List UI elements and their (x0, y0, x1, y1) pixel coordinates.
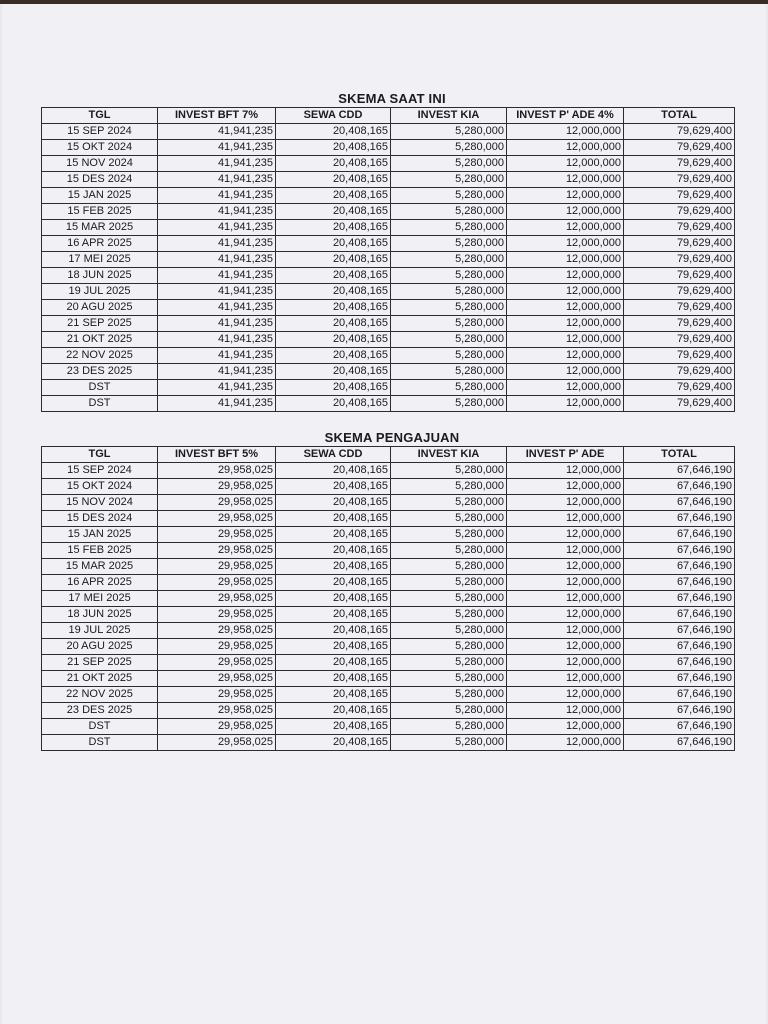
cell-sewa-cdd: 20,408,165 (276, 687, 391, 703)
cell-tgl: 21 SEP 2025 (42, 655, 158, 671)
table-row (42, 671, 735, 687)
column-header-invest-kia: INVEST KIA (391, 108, 507, 124)
cell-total: 67,646,190 (624, 735, 735, 751)
cell-tgl: 19 JUL 2025 (42, 623, 158, 639)
table-row (42, 348, 735, 364)
cell-invest-kia: 5,280,000 (391, 396, 507, 412)
schedule-table (41, 446, 735, 751)
cell-invest-p-ade: 12,000,000 (507, 655, 624, 671)
cell-invest-kia: 5,280,000 (391, 284, 507, 300)
cell-invest-p-ade: 12,000,000 (507, 687, 624, 703)
table-body (42, 463, 735, 751)
cell-invest-bft: 29,958,025 (158, 703, 276, 719)
cell-invest-kia: 5,280,000 (391, 140, 507, 156)
table-header (42, 108, 735, 124)
cell-invest-bft: 29,958,025 (158, 735, 276, 751)
cell-invest-kia: 5,280,000 (391, 511, 507, 527)
cell-tgl: DST (42, 396, 158, 412)
cell-invest-bft: 41,941,235 (158, 332, 276, 348)
cell-total: 67,646,190 (624, 703, 735, 719)
cell-tgl: 18 JUN 2025 (42, 607, 158, 623)
column-header-invest-bft: INVEST BFT 5% (158, 447, 276, 463)
cell-sewa-cdd: 20,408,165 (276, 204, 391, 220)
table-row (42, 479, 735, 495)
cell-invest-kia: 5,280,000 (391, 559, 507, 575)
cell-invest-p-ade: 12,000,000 (507, 124, 624, 140)
cell-total: 79,629,400 (624, 332, 735, 348)
cell-invest-p-ade: 12,000,000 (507, 639, 624, 655)
cell-invest-bft: 41,941,235 (158, 204, 276, 220)
cell-invest-kia: 5,280,000 (391, 364, 507, 380)
column-header-tgl: TGL (42, 108, 158, 124)
table-row (42, 655, 735, 671)
table-row (42, 284, 735, 300)
cell-tgl: 15 NOV 2024 (42, 156, 158, 172)
cell-invest-p-ade: 12,000,000 (507, 719, 624, 735)
cell-total: 67,646,190 (624, 639, 735, 655)
cell-invest-kia: 5,280,000 (391, 719, 507, 735)
cell-invest-bft: 41,941,235 (158, 348, 276, 364)
cell-tgl: 17 MEI 2025 (42, 252, 158, 268)
cell-invest-kia: 5,280,000 (391, 591, 507, 607)
cell-invest-bft: 41,941,235 (158, 316, 276, 332)
cell-tgl: 18 JUN 2025 (42, 268, 158, 284)
cell-total: 67,646,190 (624, 623, 735, 639)
cell-invest-bft: 41,941,235 (158, 156, 276, 172)
cell-invest-kia: 5,280,000 (391, 316, 507, 332)
table-row (42, 188, 735, 204)
column-header-invest-p-ade: INVEST P' ADE (507, 447, 624, 463)
cell-tgl: 22 NOV 2025 (42, 687, 158, 703)
cell-total: 67,646,190 (624, 591, 735, 607)
cell-invest-p-ade: 12,000,000 (507, 252, 624, 268)
cell-tgl: 23 DES 2025 (42, 703, 158, 719)
cell-sewa-cdd: 20,408,165 (276, 220, 391, 236)
cell-tgl: 15 FEB 2025 (42, 543, 158, 559)
cell-total: 67,646,190 (624, 495, 735, 511)
table-row (42, 687, 735, 703)
cell-invest-p-ade: 12,000,000 (507, 396, 624, 412)
section-skema-saat-ini (41, 90, 737, 412)
cell-invest-kia: 5,280,000 (391, 124, 507, 140)
cell-tgl: 16 APR 2025 (42, 236, 158, 252)
cell-invest-bft: 29,958,025 (158, 495, 276, 511)
cell-invest-p-ade: 12,000,000 (507, 623, 624, 639)
cell-total: 79,629,400 (624, 396, 735, 412)
cell-invest-p-ade: 12,000,000 (507, 268, 624, 284)
cell-total: 79,629,400 (624, 220, 735, 236)
cell-total: 67,646,190 (624, 607, 735, 623)
cell-tgl: 20 AGU 2025 (42, 639, 158, 655)
cell-invest-kia: 5,280,000 (391, 172, 507, 188)
cell-total: 79,629,400 (624, 300, 735, 316)
cell-invest-p-ade: 12,000,000 (507, 591, 624, 607)
cell-tgl: 16 APR 2025 (42, 575, 158, 591)
cell-sewa-cdd: 20,408,165 (276, 703, 391, 719)
cell-total: 79,629,400 (624, 364, 735, 380)
cell-tgl: 17 MEI 2025 (42, 591, 158, 607)
table-row (42, 140, 735, 156)
cell-invest-kia: 5,280,000 (391, 495, 507, 511)
cell-invest-kia: 5,280,000 (391, 236, 507, 252)
cell-invest-bft: 41,941,235 (158, 300, 276, 316)
cell-sewa-cdd: 20,408,165 (276, 396, 391, 412)
cell-total: 79,629,400 (624, 252, 735, 268)
cell-sewa-cdd: 20,408,165 (276, 479, 391, 495)
cell-invest-bft: 41,941,235 (158, 284, 276, 300)
column-header-sewa-cdd: SEWA CDD (276, 108, 391, 124)
cell-invest-bft: 29,958,025 (158, 511, 276, 527)
cell-invest-bft: 41,941,235 (158, 140, 276, 156)
cell-invest-p-ade: 12,000,000 (507, 735, 624, 751)
cell-invest-p-ade: 12,000,000 (507, 220, 624, 236)
cell-invest-bft: 41,941,235 (158, 236, 276, 252)
cell-invest-bft: 29,958,025 (158, 655, 276, 671)
cell-sewa-cdd: 20,408,165 (276, 655, 391, 671)
cell-invest-kia: 5,280,000 (391, 671, 507, 687)
cell-sewa-cdd: 20,408,165 (276, 671, 391, 687)
cell-sewa-cdd: 20,408,165 (276, 719, 391, 735)
cell-invest-p-ade: 12,000,000 (507, 479, 624, 495)
cell-invest-p-ade: 12,000,000 (507, 380, 624, 396)
cell-total: 79,629,400 (624, 316, 735, 332)
cell-sewa-cdd: 20,408,165 (276, 332, 391, 348)
cell-invest-p-ade: 12,000,000 (507, 671, 624, 687)
cell-invest-p-ade: 12,000,000 (507, 172, 624, 188)
cell-invest-p-ade: 12,000,000 (507, 495, 624, 511)
cell-invest-bft: 29,958,025 (158, 527, 276, 543)
cell-invest-bft: 29,958,025 (158, 591, 276, 607)
table-body (42, 124, 735, 412)
cell-invest-bft: 29,958,025 (158, 639, 276, 655)
table-row (42, 735, 735, 751)
cell-invest-bft: 29,958,025 (158, 543, 276, 559)
section-skema-pengajuan (41, 429, 737, 751)
cell-invest-bft: 41,941,235 (158, 268, 276, 284)
section-title: SKEMA PENGAJUAN (324, 430, 460, 445)
cell-tgl: 15 NOV 2024 (42, 495, 158, 511)
cell-invest-kia: 5,280,000 (391, 735, 507, 751)
cell-total: 79,629,400 (624, 236, 735, 252)
cell-sewa-cdd: 20,408,165 (276, 140, 391, 156)
cell-tgl: 15 SEP 2024 (42, 124, 158, 140)
cell-invest-p-ade: 12,000,000 (507, 236, 624, 252)
cell-invest-kia: 5,280,000 (391, 348, 507, 364)
cell-invest-kia: 5,280,000 (391, 687, 507, 703)
cell-sewa-cdd: 20,408,165 (276, 639, 391, 655)
cell-total: 79,629,400 (624, 268, 735, 284)
cell-tgl: DST (42, 719, 158, 735)
cell-invest-kia: 5,280,000 (391, 220, 507, 236)
cell-invest-bft: 41,941,235 (158, 380, 276, 396)
cell-total: 79,629,400 (624, 380, 735, 396)
cell-invest-kia: 5,280,000 (391, 543, 507, 559)
cell-tgl: 15 FEB 2025 (42, 204, 158, 220)
cell-invest-kia: 5,280,000 (391, 204, 507, 220)
cell-invest-bft: 29,958,025 (158, 671, 276, 687)
cell-tgl: 21 OKT 2025 (42, 332, 158, 348)
cell-sewa-cdd: 20,408,165 (276, 300, 391, 316)
cell-invest-kia: 5,280,000 (391, 479, 507, 495)
table-row (42, 607, 735, 623)
cell-sewa-cdd: 20,408,165 (276, 236, 391, 252)
cell-tgl: 15 DES 2024 (42, 172, 158, 188)
table-row (42, 364, 735, 380)
cell-total: 79,629,400 (624, 284, 735, 300)
cell-tgl: DST (42, 735, 158, 751)
cell-invest-p-ade: 12,000,000 (507, 463, 624, 479)
cell-tgl: 23 DES 2025 (42, 364, 158, 380)
table-row (42, 220, 735, 236)
cell-total: 79,629,400 (624, 348, 735, 364)
cell-total: 79,629,400 (624, 204, 735, 220)
cell-tgl: 21 SEP 2025 (42, 316, 158, 332)
column-header-sewa-cdd: SEWA CDD (276, 447, 391, 463)
cell-total: 67,646,190 (624, 479, 735, 495)
cell-invest-bft: 29,958,025 (158, 607, 276, 623)
table-row (42, 639, 735, 655)
cell-invest-kia: 5,280,000 (391, 575, 507, 591)
cell-invest-kia: 5,280,000 (391, 623, 507, 639)
cell-sewa-cdd: 20,408,165 (276, 559, 391, 575)
cell-invest-bft: 29,958,025 (158, 719, 276, 735)
cell-invest-bft: 29,958,025 (158, 687, 276, 703)
cell-tgl: 15 OKT 2024 (42, 140, 158, 156)
table-row (42, 703, 735, 719)
cell-tgl: 15 JAN 2025 (42, 527, 158, 543)
table-row (42, 559, 735, 575)
cell-invest-kia: 5,280,000 (391, 380, 507, 396)
cell-tgl: 19 JUL 2025 (42, 284, 158, 300)
cell-invest-bft: 41,941,235 (158, 124, 276, 140)
cell-invest-p-ade: 12,000,000 (507, 188, 624, 204)
table-row (42, 719, 735, 735)
cell-invest-kia: 5,280,000 (391, 527, 507, 543)
cell-sewa-cdd: 20,408,165 (276, 268, 391, 284)
cell-invest-p-ade: 12,000,000 (507, 156, 624, 172)
cell-invest-p-ade: 12,000,000 (507, 575, 624, 591)
cell-invest-kia: 5,280,000 (391, 300, 507, 316)
table-row (42, 623, 735, 639)
cell-total: 79,629,400 (624, 124, 735, 140)
header-row (42, 108, 735, 124)
cell-tgl: 15 MAR 2025 (42, 220, 158, 236)
cell-sewa-cdd: 20,408,165 (276, 156, 391, 172)
table-row (42, 204, 735, 220)
cell-total: 67,646,190 (624, 559, 735, 575)
cell-total: 79,629,400 (624, 156, 735, 172)
column-header-invest-p-ade: INVEST P' ADE 4% (507, 108, 624, 124)
cell-invest-kia: 5,280,000 (391, 655, 507, 671)
table-row (42, 124, 735, 140)
cell-total: 67,646,190 (624, 511, 735, 527)
table-row (42, 332, 735, 348)
table-row (42, 463, 735, 479)
cell-total: 67,646,190 (624, 575, 735, 591)
cell-invest-p-ade: 12,000,000 (507, 527, 624, 543)
cell-invest-bft: 41,941,235 (158, 188, 276, 204)
cell-invest-p-ade: 12,000,000 (507, 284, 624, 300)
cell-tgl: DST (42, 380, 158, 396)
table-row (42, 236, 735, 252)
cell-invest-kia: 5,280,000 (391, 156, 507, 172)
cell-invest-p-ade: 12,000,000 (507, 348, 624, 364)
cell-invest-bft: 29,958,025 (158, 559, 276, 575)
table-row (42, 527, 735, 543)
cell-invest-p-ade: 12,000,000 (507, 703, 624, 719)
cell-tgl: 15 JAN 2025 (42, 188, 158, 204)
table-row (42, 172, 735, 188)
cell-invest-bft: 29,958,025 (158, 623, 276, 639)
cell-invest-p-ade: 12,000,000 (507, 364, 624, 380)
table-row (42, 380, 735, 396)
cell-invest-p-ade: 12,000,000 (507, 204, 624, 220)
table-header (42, 447, 735, 463)
cell-invest-p-ade: 12,000,000 (507, 316, 624, 332)
cell-total: 67,646,190 (624, 527, 735, 543)
table-row (42, 543, 735, 559)
cell-sewa-cdd: 20,408,165 (276, 495, 391, 511)
table-row (42, 316, 735, 332)
cell-total: 79,629,400 (624, 140, 735, 156)
cell-total: 67,646,190 (624, 687, 735, 703)
cell-invest-p-ade: 12,000,000 (507, 543, 624, 559)
cell-sewa-cdd: 20,408,165 (276, 124, 391, 140)
cell-invest-p-ade: 12,000,000 (507, 300, 624, 316)
table-row (42, 300, 735, 316)
cell-invest-bft: 41,941,235 (158, 396, 276, 412)
cell-sewa-cdd: 20,408,165 (276, 252, 391, 268)
table-row (42, 511, 735, 527)
cell-tgl: 15 OKT 2024 (42, 479, 158, 495)
cell-sewa-cdd: 20,408,165 (276, 172, 391, 188)
cell-total: 67,646,190 (624, 719, 735, 735)
cell-sewa-cdd: 20,408,165 (276, 188, 391, 204)
cell-invest-p-ade: 12,000,000 (507, 607, 624, 623)
cell-total: 67,646,190 (624, 671, 735, 687)
cell-total: 79,629,400 (624, 188, 735, 204)
column-header-invest-kia: INVEST KIA (391, 447, 507, 463)
cell-invest-bft: 29,958,025 (158, 575, 276, 591)
cell-invest-bft: 29,958,025 (158, 479, 276, 495)
cell-invest-bft: 41,941,235 (158, 220, 276, 236)
cell-sewa-cdd: 20,408,165 (276, 348, 391, 364)
cell-sewa-cdd: 20,408,165 (276, 735, 391, 751)
cell-invest-kia: 5,280,000 (391, 188, 507, 204)
cell-invest-bft: 41,941,235 (158, 172, 276, 188)
cell-tgl: 15 DES 2024 (42, 511, 158, 527)
cell-sewa-cdd: 20,408,165 (276, 284, 391, 300)
schedule-table (41, 107, 735, 412)
cell-sewa-cdd: 20,408,165 (276, 364, 391, 380)
cell-sewa-cdd: 20,408,165 (276, 316, 391, 332)
cell-sewa-cdd: 20,408,165 (276, 463, 391, 479)
cell-tgl: 15 MAR 2025 (42, 559, 158, 575)
cell-sewa-cdd: 20,408,165 (276, 511, 391, 527)
cell-invest-bft: 29,958,025 (158, 463, 276, 479)
column-header-tgl: TGL (42, 447, 158, 463)
cell-invest-p-ade: 12,000,000 (507, 559, 624, 575)
header-row (42, 447, 735, 463)
cell-invest-p-ade: 12,000,000 (507, 140, 624, 156)
cell-sewa-cdd: 20,408,165 (276, 380, 391, 396)
cell-invest-kia: 5,280,000 (391, 607, 507, 623)
column-header-total: TOTAL (624, 447, 735, 463)
table-row (42, 495, 735, 511)
cell-invest-bft: 41,941,235 (158, 252, 276, 268)
table-row (42, 591, 735, 607)
cell-sewa-cdd: 20,408,165 (276, 591, 391, 607)
cell-invest-kia: 5,280,000 (391, 332, 507, 348)
cell-sewa-cdd: 20,408,165 (276, 575, 391, 591)
cell-invest-p-ade: 12,000,000 (507, 332, 624, 348)
cell-total: 67,646,190 (624, 463, 735, 479)
table-row (42, 396, 735, 412)
cell-sewa-cdd: 20,408,165 (276, 527, 391, 543)
cell-invest-kia: 5,280,000 (391, 463, 507, 479)
cell-total: 79,629,400 (624, 172, 735, 188)
cell-invest-kia: 5,280,000 (391, 639, 507, 655)
cell-sewa-cdd: 20,408,165 (276, 607, 391, 623)
table-row (42, 156, 735, 172)
cell-invest-p-ade: 12,000,000 (507, 511, 624, 527)
cell-tgl: 21 OKT 2025 (42, 671, 158, 687)
cell-total: 67,646,190 (624, 655, 735, 671)
table-row (42, 268, 735, 284)
column-header-invest-bft: INVEST BFT 7% (158, 108, 276, 124)
cell-invest-bft: 41,941,235 (158, 364, 276, 380)
cell-total: 67,646,190 (624, 543, 735, 559)
cell-tgl: 20 AGU 2025 (42, 300, 158, 316)
cell-tgl: 22 NOV 2025 (42, 348, 158, 364)
cell-invest-kia: 5,280,000 (391, 252, 507, 268)
table-row (42, 575, 735, 591)
cell-sewa-cdd: 20,408,165 (276, 623, 391, 639)
cell-sewa-cdd: 20,408,165 (276, 543, 391, 559)
section-title: SKEMA SAAT INI (338, 91, 446, 106)
column-header-total: TOTAL (624, 108, 735, 124)
table-row (42, 252, 735, 268)
cell-invest-kia: 5,280,000 (391, 703, 507, 719)
cell-tgl: 15 SEP 2024 (42, 463, 158, 479)
cell-invest-kia: 5,280,000 (391, 268, 507, 284)
